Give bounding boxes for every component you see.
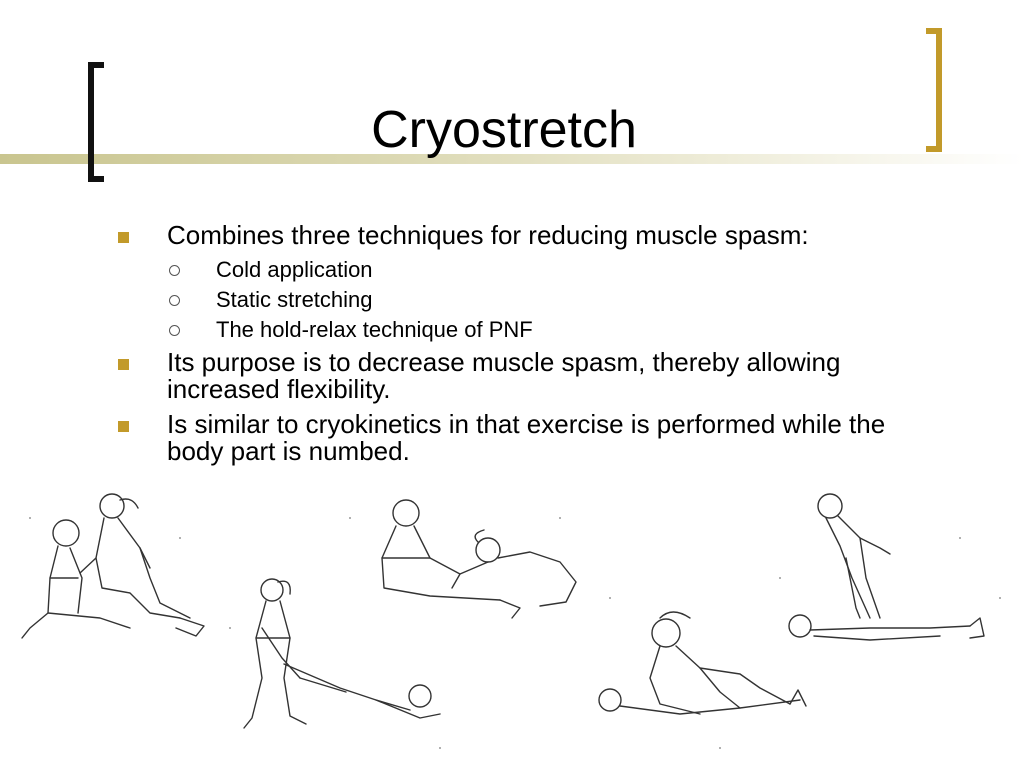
illustration-seated-partner-stretch <box>22 494 204 638</box>
bullet-list <box>112 222 932 473</box>
sub-bullet-item <box>112 287 932 313</box>
square-bullet-icon <box>118 232 129 243</box>
square-bullet-icon <box>118 421 129 432</box>
sub-bullet-list <box>112 257 932 343</box>
sub-bullet-item <box>112 257 932 283</box>
circle-bullet-icon <box>169 265 180 276</box>
illustration-standing-partner-leg-raise <box>244 579 440 728</box>
square-bullet-icon <box>118 359 129 370</box>
stretching-illustrations <box>0 478 1024 768</box>
sub-bullet-text: The hold-relax technique of PNF <box>216 317 533 342</box>
bullet-text: Its purpose is to decrease muscle spasm, thereby allowing increased flexibility. <box>167 347 841 404</box>
sub-bullet-text: Static stretching <box>216 287 373 312</box>
illustration-seated-sit-and-reach <box>382 500 576 618</box>
slide-title: Cryostretch <box>371 101 637 159</box>
bullet-item <box>112 222 932 249</box>
circle-bullet-icon <box>169 325 180 336</box>
bullet-item <box>112 411 932 465</box>
circle-bullet-icon <box>169 295 180 306</box>
illustration-texture-specks <box>29 517 1001 749</box>
bullet-item <box>112 349 932 403</box>
bullet-text: Combines three techniques for reducing muscle spasm: <box>167 220 809 250</box>
illustration-kneeling-partner-supine <box>599 612 806 714</box>
sub-bullet-text: Cold application <box>216 257 373 282</box>
sub-bullet-item <box>112 317 932 343</box>
illustration-standing-partner-hip-flexion <box>789 494 984 640</box>
bullet-text: Is similar to cryokinetics in that exercise is performed while the body part is numbed. <box>167 409 886 466</box>
